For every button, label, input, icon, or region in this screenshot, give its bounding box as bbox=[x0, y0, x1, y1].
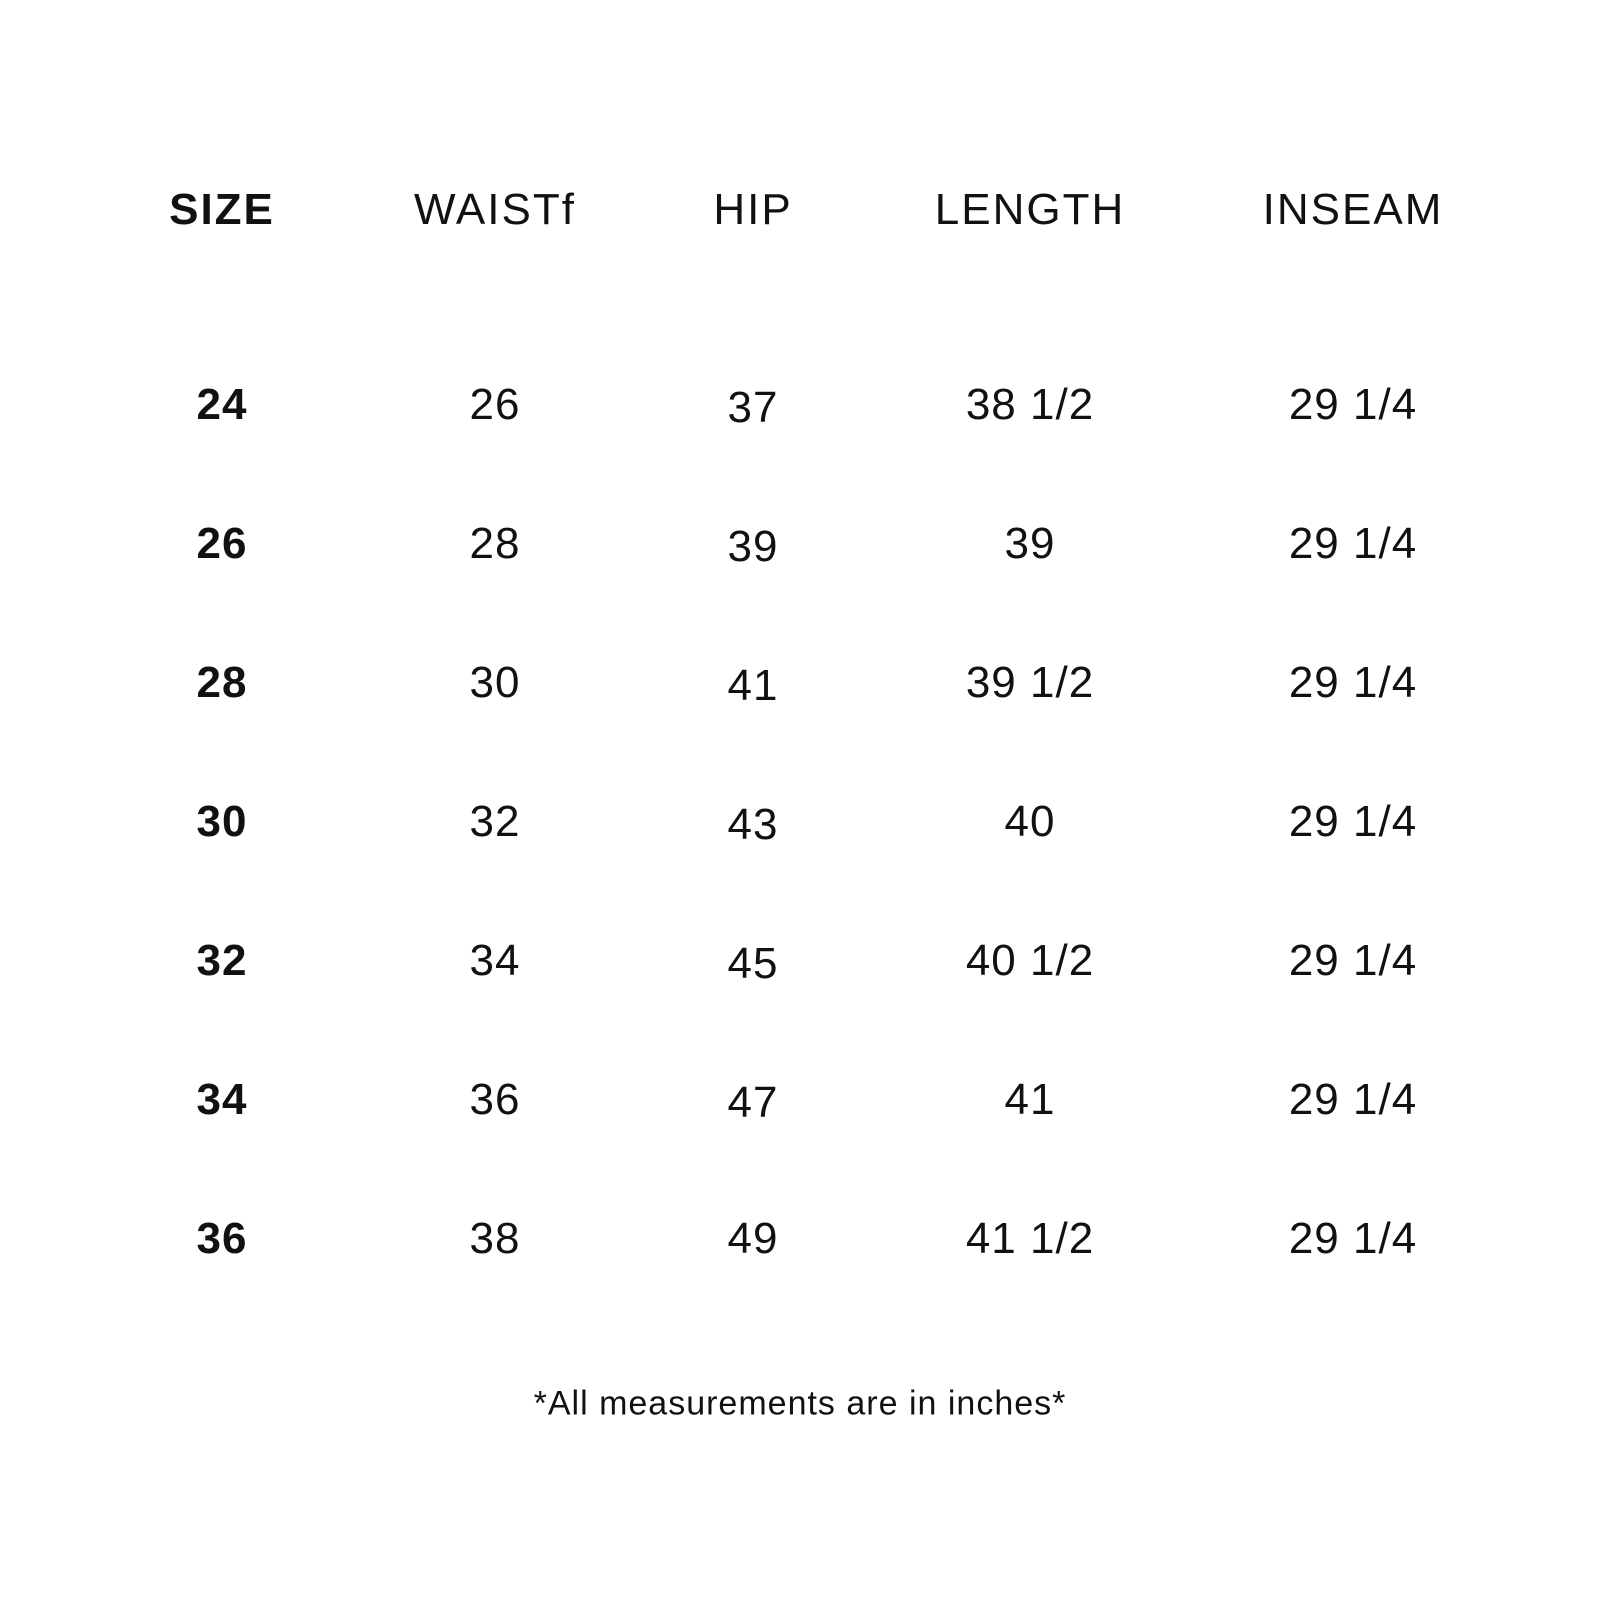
size-value: 26 bbox=[196, 519, 248, 568]
waist-value: 38 bbox=[469, 1214, 521, 1263]
hip-value: 37 bbox=[727, 383, 779, 432]
hip-value: 43 bbox=[727, 800, 779, 849]
hip-value: 39 bbox=[727, 522, 779, 571]
inseam-value: 29 1/4 bbox=[1288, 380, 1418, 429]
hip-value: 45 bbox=[727, 939, 779, 988]
column-header-size: SIZE bbox=[169, 185, 275, 234]
waist-value: 32 bbox=[469, 797, 521, 846]
length-value: 40 bbox=[1004, 797, 1056, 846]
waist-value: 36 bbox=[469, 1075, 521, 1124]
column-header-length: LENGTH bbox=[934, 185, 1126, 234]
waist-value: 26 bbox=[469, 380, 521, 429]
size-value: 32 bbox=[196, 936, 248, 985]
waist-value: 30 bbox=[469, 658, 521, 707]
size-value: 24 bbox=[196, 380, 248, 429]
waist-value: 28 bbox=[469, 519, 521, 568]
waist-value: 34 bbox=[469, 936, 521, 985]
column-header-waist: WAISTf bbox=[414, 185, 576, 234]
hip-value: 41 bbox=[727, 661, 779, 710]
inseam-value: 29 1/4 bbox=[1288, 1214, 1418, 1263]
length-value: 41 bbox=[1004, 1075, 1056, 1124]
inseam-value: 29 1/4 bbox=[1288, 936, 1418, 985]
size-value: 30 bbox=[196, 797, 248, 846]
length-value: 39 bbox=[1004, 519, 1056, 568]
hip-value: 47 bbox=[727, 1078, 779, 1127]
inseam-value: 29 1/4 bbox=[1288, 658, 1418, 707]
size-value: 28 bbox=[196, 658, 248, 707]
inseam-value: 29 1/4 bbox=[1288, 519, 1418, 568]
column-header-inseam: INSEAM bbox=[1262, 185, 1444, 234]
measurement-footnote: *All measurements are in inches* bbox=[533, 1384, 1067, 1423]
length-value: 40 1/2 bbox=[965, 936, 1095, 985]
inseam-value: 29 1/4 bbox=[1288, 797, 1418, 846]
length-value: 39 1/2 bbox=[965, 658, 1095, 707]
size-value: 34 bbox=[196, 1075, 248, 1124]
column-header-hip: HIP bbox=[713, 185, 793, 234]
length-value: 38 1/2 bbox=[965, 380, 1095, 429]
size-value: 36 bbox=[196, 1214, 248, 1263]
inseam-value: 29 1/4 bbox=[1288, 1075, 1418, 1124]
length-value: 41 1/2 bbox=[965, 1214, 1095, 1263]
hip-value: 49 bbox=[727, 1214, 779, 1263]
